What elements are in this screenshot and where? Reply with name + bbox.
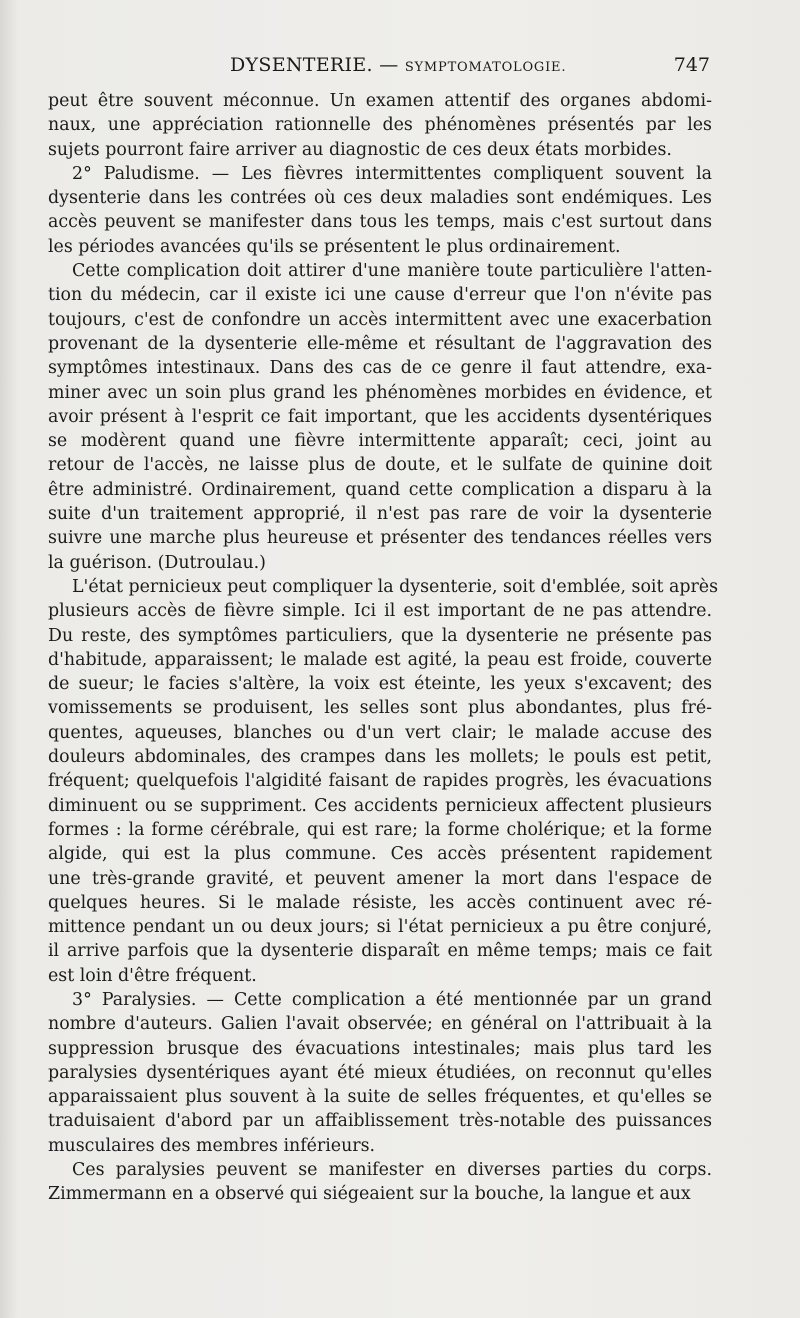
text-line: dysenterie dans les contrées où ces deux maladies sont endémiques. Les bbox=[48, 188, 712, 209]
text-line: nombre d'auteurs. Galien l'avait observée; en général on l'attribuait à la bbox=[48, 1014, 712, 1035]
text-line: peut être souvent méconnue. Un examen attentif des organes abdomi- bbox=[48, 91, 712, 111]
text-line: d'habitude, apparaissent; le malade est agité, la peau est froide, couverte bbox=[48, 649, 712, 670]
text-line: diminuent ou se suppriment. Ces accidents pernicieux affectent plusieurs bbox=[48, 795, 712, 816]
text-line: L'état pernicieux peut compliquer la dysenterie, soit d'emblée, soit après bbox=[72, 576, 719, 597]
text-line: tion du médecin, car il existe ici une cause d'erreur que l'on n'évite pas bbox=[48, 285, 712, 306]
running-title-section: SYMPTOMATOLOGIE. bbox=[404, 60, 567, 75]
paragraph bbox=[48, 162, 712, 259]
text-line: avoir présent à l'esprit ce fait important, que les accidents dysentériques bbox=[48, 406, 712, 427]
paragraph bbox=[48, 89, 712, 162]
text-line: formes : la forme cérébrale, qui est rare; la forme cholérique; et la forme bbox=[48, 819, 712, 840]
text-line: Zimmermann en a observé qui siégeaient sur la bouche, la langue et aux bbox=[48, 1184, 691, 1205]
text-line: Du reste, des symptômes particuliers, que la dysenterie ne présente pas bbox=[48, 625, 712, 646]
text-line: il arrive parfois que la dysenterie disparaît en même temps; mais ce fait bbox=[48, 941, 712, 962]
text-line: mittence pendant un ou deux jours; si l'état pernicieux a pu être conjuré, bbox=[48, 917, 712, 938]
running-title bbox=[230, 54, 566, 76]
text-line: suppression brusque des évacuations intestinales; mais plus tard les bbox=[48, 1038, 712, 1059]
text-line: 3° Paralysies. — Cette complication a été mentionnée par un grand bbox=[72, 989, 712, 1010]
text-line: toujours, c'est de confondre un accès intermittent avec une exacerbation bbox=[48, 309, 712, 330]
text-line: est loin d'être fréquent. bbox=[48, 965, 257, 986]
running-header bbox=[48, 54, 710, 84]
text-line: traduisaient d'abord par un affaiblissement très-notable des puissances bbox=[48, 1111, 712, 1132]
text-line: accès peuvent se manifester dans tous les temps, mais c'est surtout dans bbox=[48, 212, 712, 233]
paragraph bbox=[48, 259, 712, 575]
text-line: être administré. Ordinairement, quand cette complication a disparu à la bbox=[48, 479, 712, 500]
text-line: suivre une marche plus heureuse et présenter des tendances réelles vers bbox=[48, 528, 712, 549]
body-text bbox=[48, 89, 719, 1207]
text-line: se modèrent quand une fièvre intermittente apparaît; ceci, joint au bbox=[48, 431, 712, 452]
page-number: 747 bbox=[673, 54, 710, 76]
text-line: quentes, aqueuses, blanches ou d'un vert clair; le malade accuse des bbox=[48, 722, 712, 743]
text-line: quelques heures. Si le malade résiste, les accès continuent avec ré- bbox=[48, 892, 712, 913]
text-line: la guérison. (Dutroulau.) bbox=[48, 552, 266, 573]
text-line: Cette complication doit attirer d'une manière toute particulière l'atten- bbox=[72, 261, 712, 282]
text-line: les périodes avancées qu'ils se présentent le plus ordinairement. bbox=[48, 236, 621, 257]
text-line: paralysies dysentériques ayant été mieux étudiées, on reconnut qu'elles bbox=[48, 1062, 712, 1083]
text-line: de sueur; le facies s'altère, la voix est éteinte, les yeux s'excavent; des bbox=[48, 674, 712, 695]
text-line: sujets pourront faire arriver au diagnostic de ces deux états morbides. bbox=[48, 139, 672, 160]
text-line: provenant de la dysenterie elle-même et résultant de l'aggravation des bbox=[48, 333, 712, 354]
text-line: 2° Paludisme. — Les fièvres intermittentes compliquent souvent la bbox=[72, 163, 712, 184]
text-line: suite d'un traitement approprié, il n'est pas rare de voir la dysenterie bbox=[48, 504, 712, 525]
paragraph bbox=[48, 1158, 712, 1207]
text-line: fréquent; quelquefois l'algidité faisant de rapides progrès, les évacuations bbox=[48, 771, 712, 792]
text-line: retour de l'accès, ne laisse plus de doute, et le sulfate de quinine doit bbox=[48, 455, 712, 476]
text-line: musculaires des membres inférieurs. bbox=[48, 1135, 376, 1156]
paragraph bbox=[48, 575, 719, 988]
text-line: douleurs abdominales, des crampes dans les mollets; le pouls est petit, bbox=[48, 747, 712, 768]
text-line: apparaissaient plus souvent à la suite de selles fréquentes, et qu'elles se bbox=[48, 1087, 712, 1108]
text-line: une très-grande gravité, et peuvent amener la mort dans l'espace de bbox=[48, 868, 712, 889]
text-line: naux, une appréciation rationnelle des phénomènes présentés par les bbox=[48, 115, 712, 136]
text-line: symptômes intestinaux. Dans des cas de ce genre il faut attendre, exa- bbox=[48, 358, 712, 379]
text-line: vomissements se produisent, les selles sont plus abondantes, plus fré- bbox=[48, 698, 712, 719]
running-title-main: DYSENTERIE. — bbox=[230, 54, 405, 76]
paragraph bbox=[48, 988, 712, 1158]
text-line: Ces paralysies peuvent se manifester en diverses parties du corps. bbox=[72, 1160, 712, 1181]
text-line: plusieurs accès de fièvre simple. Ici il est important de ne pas attendre. bbox=[48, 601, 712, 622]
text-line: algide, qui est la plus commune. Ces accès présentent rapidement bbox=[48, 844, 712, 865]
text-line: miner avec un soin plus grand les phénomènes morbides en évidence, et bbox=[48, 382, 712, 403]
